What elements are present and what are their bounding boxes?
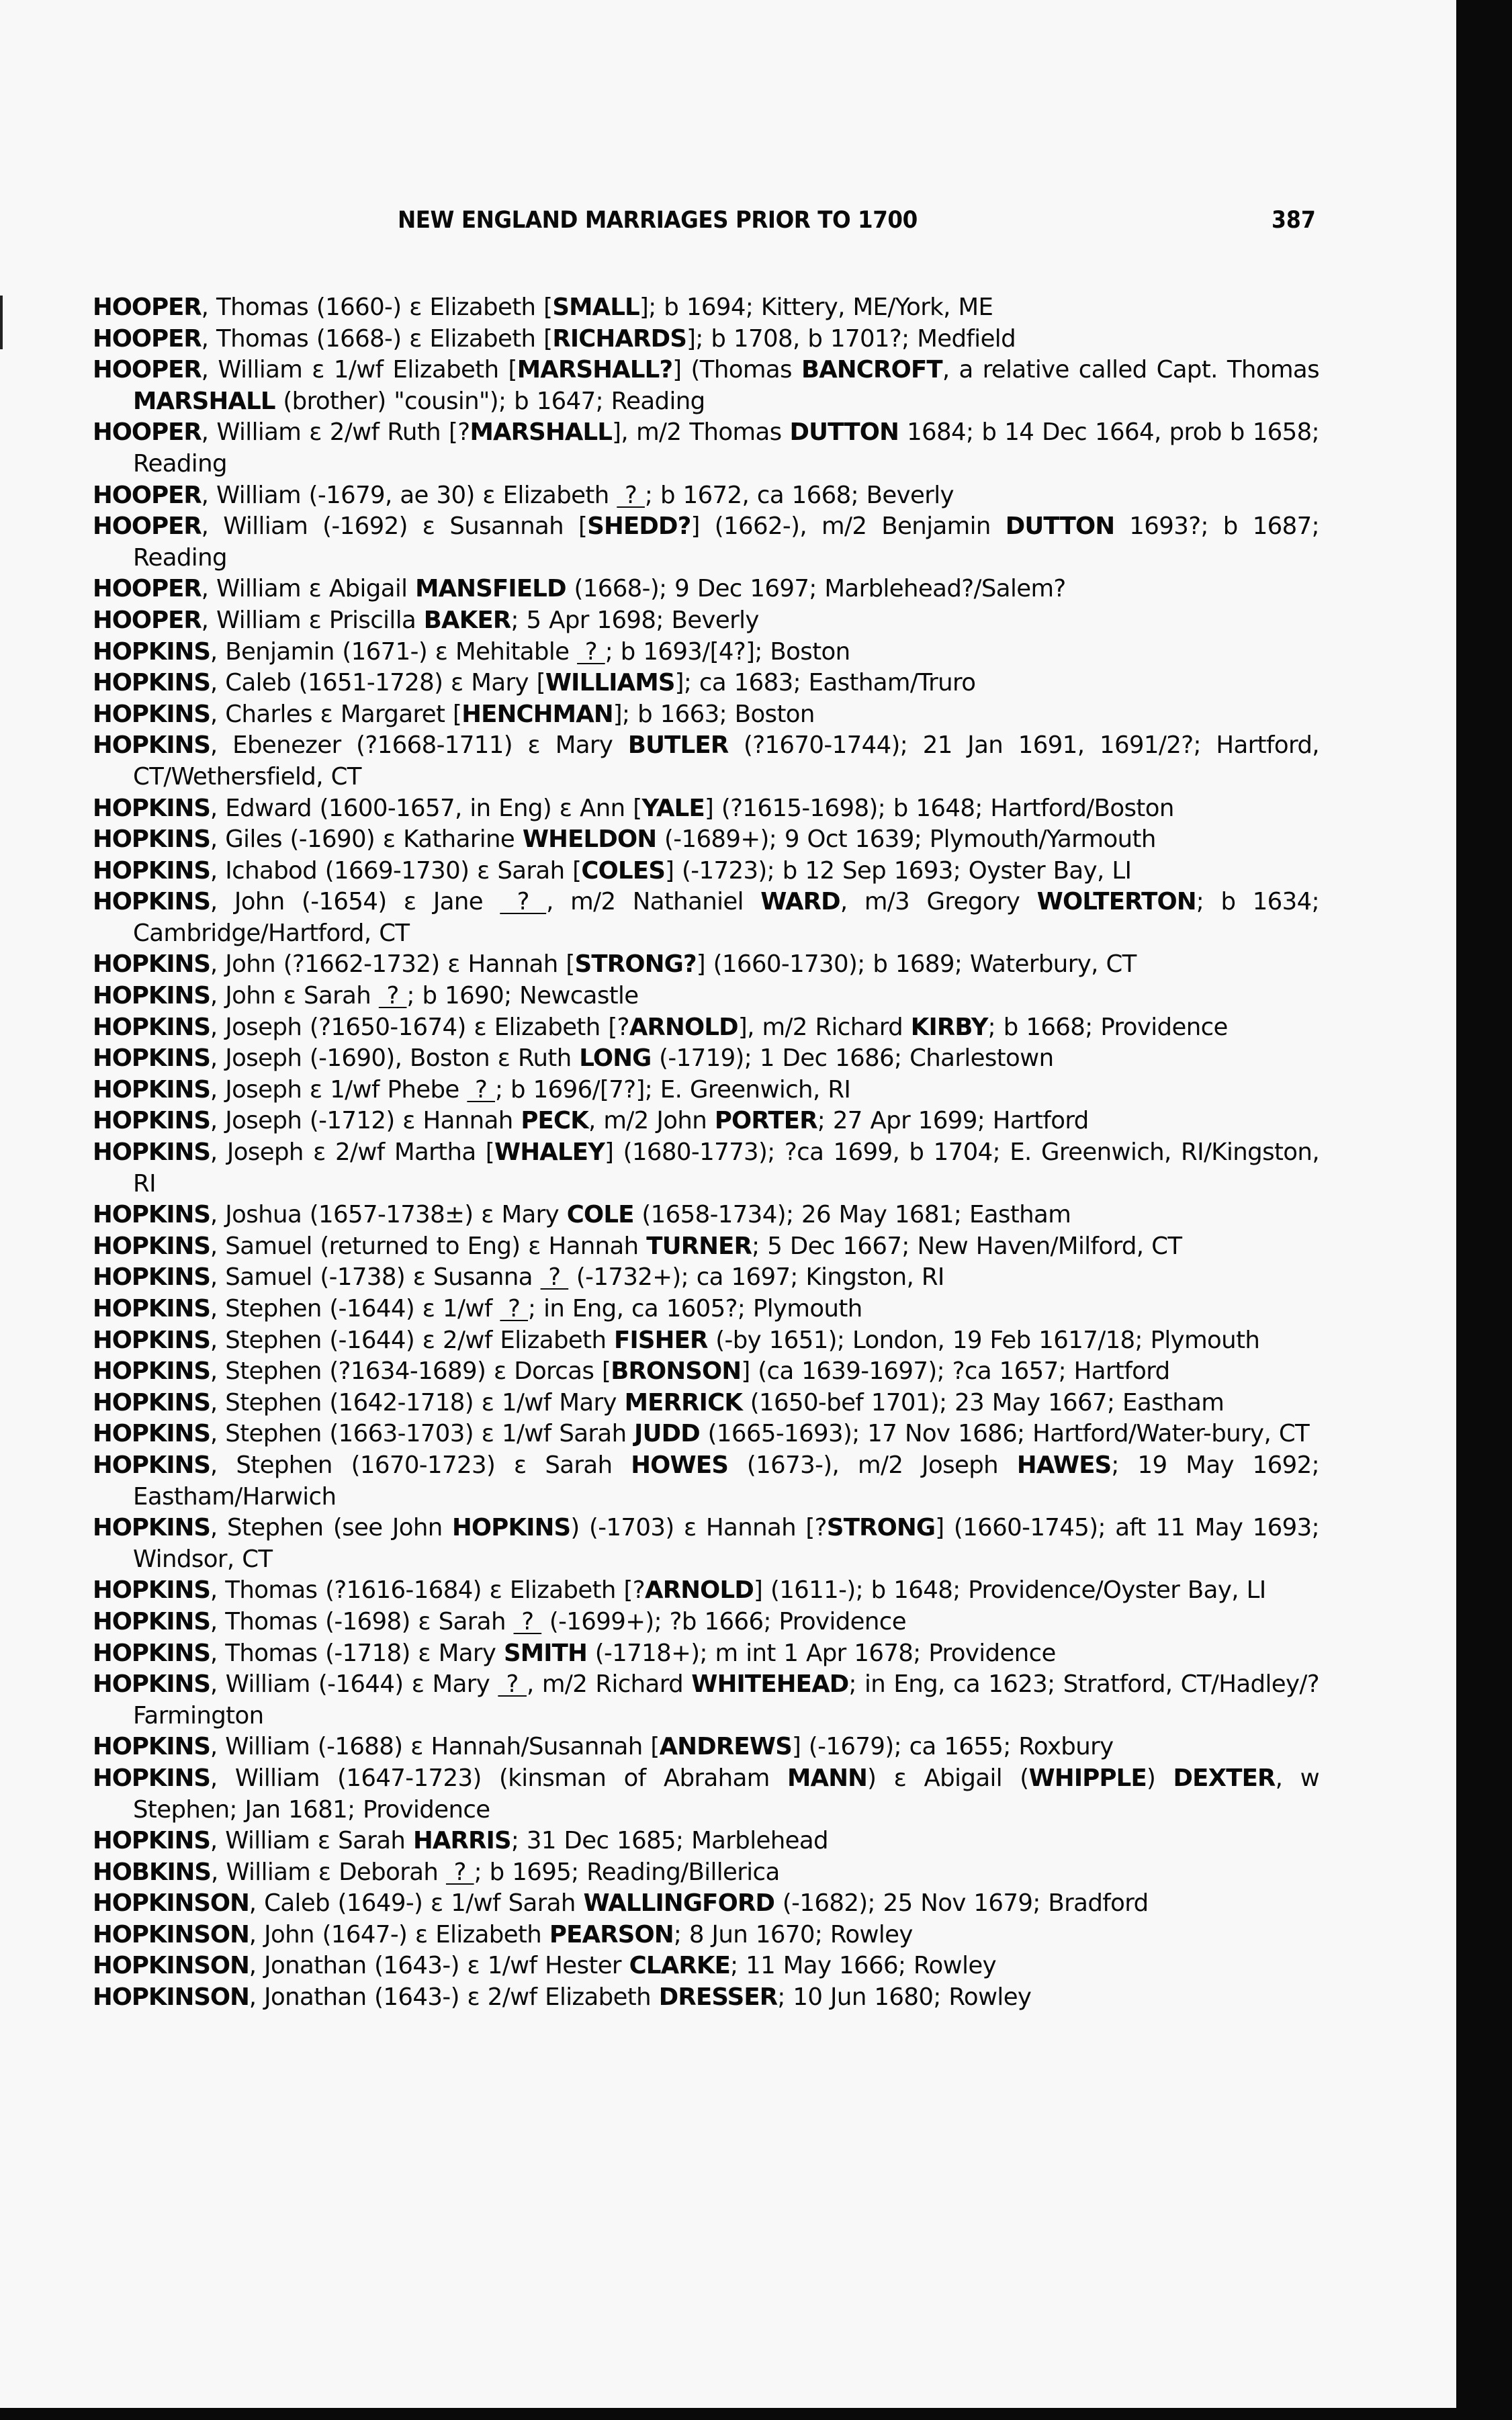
marriage-entry: [93, 1450, 1319, 1513]
entry-text: , Giles (-1690) ε Katharine: [210, 825, 523, 854]
entry-text: , Thomas (1668-) ε Elizabeth [: [201, 324, 553, 353]
entry-text: ] (-1679); ca 1655; Roxbury: [792, 1733, 1114, 1761]
entry-text: ] (1680-1773); ?ca 1699, b 1704; E. Greenwich, RI/Kingston, RI: [133, 1138, 1320, 1198]
marriage-entry: [93, 637, 1319, 668]
unknown-name-placeholder: ?: [540, 1263, 569, 1292]
entry-text: ; b 1696/[7?]; E. Greenwich, RI: [495, 1075, 851, 1104]
bold-name: PECK: [521, 1107, 588, 1135]
page-number: 387: [1272, 207, 1316, 234]
entry-text: , Ichabod (1669-1730) ε Sarah [: [210, 856, 582, 885]
entry-surname: HOPKINS: [93, 1201, 210, 1229]
entry-text: 1684; b 14 Dec 1664, prob b 1658; Reading: [133, 418, 1319, 478]
entry-text: ]; ca 1683; Eastham/Truro: [674, 669, 976, 697]
scan-edge-mark: [0, 296, 3, 349]
marriage-entry: [93, 1388, 1319, 1419]
entry-text: (1658-1734); 26 May 1681; Eastham: [633, 1201, 1071, 1229]
entry-text: , John ε Sarah: [210, 982, 379, 1010]
bold-name: LONG: [579, 1044, 652, 1073]
marriage-entry: [93, 1857, 1319, 1889]
entry-text: , w Stephen; Jan 1681; Providence: [133, 1764, 1320, 1824]
bold-name: MARSHALL: [133, 387, 275, 415]
entry-text: ; b 1672, ca 1668; Beverly: [644, 481, 954, 509]
marriage-entry: [93, 1012, 1319, 1044]
bold-name: JUDD: [634, 1420, 700, 1448]
bold-name: MERRICK: [624, 1388, 743, 1417]
entry-text: ; b 1634; Cambridge/Hartford, CT: [133, 888, 1319, 947]
entry-text: ; 8 Jun 1670; Rowley: [673, 1920, 913, 1948]
bold-name: WILLIAMS: [545, 669, 675, 697]
unknown-name-placeholder: ?: [498, 1670, 527, 1699]
marriage-entry: [93, 1137, 1319, 1200]
bold-name: FISHER: [614, 1326, 708, 1354]
entry-text: ], m/2 Richard: [738, 1013, 911, 1041]
entry-surname: HOOPER: [93, 481, 202, 509]
bold-name: WHIPPLE: [1028, 1764, 1147, 1792]
entry-text: , William (1647-1723) (kinsman of Abraham: [210, 1764, 788, 1792]
bold-name: BUTLER: [627, 731, 729, 760]
entry-surname: HOPKINS: [93, 1138, 210, 1167]
marriage-entry: [93, 417, 1319, 480]
bold-name: WOLTERTON: [1036, 888, 1196, 916]
entry-text: (-1732+); ca 1697; Kingston, RI: [568, 1263, 944, 1292]
entry-text: (-1699+); ?b 1666; Providence: [541, 1607, 906, 1635]
entry-surname: HOPKINS: [93, 1326, 210, 1354]
entry-text: , Charles ε Margaret [: [210, 700, 462, 728]
bold-name: COLE: [566, 1201, 634, 1229]
marriage-entry: [93, 1638, 1319, 1670]
entry-text: , Jonathan (1643-) ε 1/wf Hester: [249, 1952, 629, 1980]
bold-name: BAKER: [423, 606, 511, 634]
entry-text: ]; b 1708, b 1701?; Medfield: [686, 324, 1016, 353]
entry-text: , Stephen (see John: [210, 1514, 452, 1542]
entry-text: (1650-bef 1701); 23 May 1667; Eastham: [742, 1388, 1225, 1417]
entry-text: , Thomas (-1698) ε Sarah: [210, 1607, 514, 1635]
entry-surname: HOPKINSON: [93, 1889, 249, 1918]
marriage-entry: [93, 856, 1319, 887]
entry-text: , Joseph ε 1/wf Phebe: [210, 1075, 468, 1104]
entry-text: (?1670-1744); 21 Jan 1691, 1691/2?; Hartford, CT/Wethersfield, CT: [133, 731, 1319, 791]
marriage-entry: [93, 1951, 1319, 1982]
bold-name: DUTTON: [789, 418, 899, 447]
marriage-entry: [93, 793, 1319, 825]
entry-text: , Stephen (1642-1718) ε 1/wf Mary: [210, 1388, 625, 1417]
entry-text: (-by 1651); London, 19 Feb 1617/18; Plymouth: [707, 1326, 1260, 1354]
entry-surname: HOPKINS: [93, 1670, 210, 1699]
marriage-entry: [93, 1763, 1319, 1826]
entry-surname: HOOPER: [93, 356, 202, 384]
entry-text: ], m/2 Thomas: [612, 418, 790, 447]
bold-name: WHALEY: [494, 1138, 605, 1167]
entry-surname: HOPKINS: [93, 637, 210, 666]
entry-text: , William ε Sarah: [210, 1827, 413, 1855]
marriage-entry: [93, 1575, 1319, 1607]
entry-text: (-1682); 25 Nov 1679; Bradford: [774, 1889, 1149, 1918]
bold-name: WHELDON: [522, 825, 657, 854]
bold-name: SMITH: [503, 1639, 588, 1667]
entry-surname: HOPKINSON: [93, 1920, 249, 1948]
bold-name: WALLINGFORD: [583, 1889, 775, 1918]
marriage-entry: [93, 668, 1319, 699]
entry-text: ) ε Abigail (: [867, 1764, 1029, 1792]
entry-text: , Stephen (-1644) ε 2/wf Elizabeth: [210, 1326, 615, 1354]
entry-text: , John (?1662-1732) ε Hannah [: [210, 950, 575, 979]
entry-surname: HOBKINS: [93, 1858, 211, 1886]
entry-surname: HOPKINS: [93, 950, 210, 979]
marriage-entry: [93, 699, 1319, 731]
unknown-name-placeholder: ?: [513, 1607, 542, 1635]
bold-name: CLARKE: [629, 1952, 731, 1980]
entry-text: , Joseph (-1690), Boston ε Ruth: [210, 1044, 580, 1073]
entry-text: , Samuel (returned to Eng) ε Hannah: [210, 1232, 647, 1260]
entry-text: ; 5 Apr 1698; Beverly: [510, 606, 759, 634]
marriage-entry: [93, 1262, 1319, 1294]
entry-surname: HOPKINS: [93, 1263, 210, 1292]
entry-surname: HOPKINS: [93, 1576, 210, 1605]
entry-text: , Stephen (1670-1723) ε Sarah: [210, 1451, 631, 1479]
entry-text: , Thomas (-1718) ε Mary: [210, 1639, 504, 1667]
entry-surname: HOPKINS: [93, 825, 210, 854]
unknown-name-placeholder: ?: [617, 481, 645, 509]
bold-name: COLES: [581, 856, 666, 885]
marriage-entry: [93, 1294, 1319, 1325]
entry-text: ; 19 May 1692; Eastham/Harwich: [133, 1451, 1319, 1511]
entry-surname: HOPKINS: [93, 1357, 210, 1386]
marriage-entry: [93, 1982, 1319, 2014]
entry-text: 1693?; b 1687; Reading: [133, 512, 1320, 572]
marriage-entry: [93, 1920, 1319, 1951]
entry-text: , William (-1688) ε Hannah/Susannah [: [210, 1733, 660, 1761]
bold-name: HAWES: [1016, 1451, 1112, 1479]
entry-surname: HOPKINS: [93, 1607, 210, 1635]
entry-surname: HOPKINS: [93, 1764, 210, 1792]
marriage-entries-list: [93, 292, 1319, 2014]
bold-name: HARRIS: [412, 1827, 511, 1855]
entry-text: ; 10 Jun 1680; Rowley: [777, 1983, 1032, 2012]
marriage-entry: [93, 324, 1319, 355]
entry-text: , William (-1644) ε Mary: [210, 1670, 498, 1699]
bold-name: DEXTER: [1173, 1764, 1276, 1792]
entry-text: ]; b 1663; Boston: [613, 700, 815, 728]
bold-name: SMALL: [552, 294, 639, 321]
bold-name: STRONG?: [574, 950, 697, 979]
marriage-entry: [93, 1356, 1319, 1388]
entry-text: ; b 1695; Reading/Billerica: [474, 1858, 780, 1886]
entry-text: , John (1647-) ε Elizabeth: [249, 1920, 549, 1948]
entry-text: , m/2 Nathaniel: [546, 888, 761, 916]
marriage-entry: [93, 981, 1319, 1012]
marriage-entry: [93, 1826, 1319, 1857]
entry-text: ) (-1703) ε Hannah [?: [570, 1514, 827, 1542]
entry-text: , Joseph ε 2/wf Martha [: [210, 1138, 495, 1167]
bold-name: ANDREWS: [659, 1733, 792, 1761]
entry-text: (brother) "cousin"); b 1647; Reading: [275, 387, 705, 415]
entry-text: , m/2 John: [588, 1107, 715, 1135]
unknown-name-placeholder: ?: [467, 1075, 495, 1104]
entry-text: ] (ca 1639-1697); ?ca 1657; Hartford: [741, 1357, 1170, 1386]
entry-text: ; in Eng, ca 1605?; Plymouth: [528, 1295, 862, 1323]
bold-name: SHEDD?: [587, 512, 691, 541]
unknown-name-placeholder: ?: [577, 637, 605, 666]
bold-name: DUTTON: [1005, 512, 1115, 541]
entry-surname: HOPKINS: [93, 669, 210, 697]
bold-name: PEARSON: [549, 1920, 674, 1948]
entry-surname: HOPKINS: [93, 794, 210, 822]
page-header: [0, 207, 1456, 240]
marriage-entry: [93, 1231, 1319, 1263]
entry-text: ]; b 1694; Kittery, ME/York, ME: [639, 294, 993, 321]
marriage-entry: [93, 292, 1319, 324]
entry-surname: HOPKINSON: [93, 1952, 249, 1980]
entry-text: , Stephen (1663-1703) ε 1/wf Sarah: [210, 1420, 635, 1448]
bold-name: PORTER: [714, 1107, 817, 1135]
marriage-entry: [93, 730, 1319, 793]
entry-surname: HOOPER: [93, 512, 202, 541]
marriage-entry: [93, 1419, 1319, 1450]
bold-name: MARSHALL: [470, 418, 613, 447]
entry-text: ] (1611-); b 1648; Providence/Oyster Bay, LI: [754, 1576, 1266, 1605]
bold-name: MANSFIELD: [415, 575, 566, 603]
entry-text: , John (-1654) ε Jane: [210, 888, 500, 916]
marriage-entry: [93, 1106, 1319, 1137]
entry-text: ] (1662-), m/2 Benjamin: [691, 512, 1006, 541]
entry-text: , Edward (1600-1657, in Eng) ε Ann [: [210, 794, 642, 822]
entry-text: , Thomas (1660-) ε Elizabeth [: [201, 294, 553, 321]
bold-name: STRONG: [826, 1514, 936, 1542]
entry-text: , William ε Abigail: [201, 575, 416, 603]
bold-name: ARNOLD: [645, 1576, 754, 1605]
marriage-entry: [93, 605, 1319, 637]
entry-text: , Ebenezer (?1668-1711) ε Mary: [210, 731, 628, 760]
entry-text: , William ε 2/wf Ruth [?: [201, 418, 470, 447]
entry-text: (-1689+); 9 Oct 1639; Plymouth/Yarmouth: [656, 825, 1156, 854]
bold-name: HOWES: [631, 1451, 729, 1479]
entry-text: , Thomas (?1616-1684) ε Elizabeth [?: [210, 1576, 646, 1605]
entry-text: , Benjamin (1671-) ε Mehitable: [210, 637, 578, 666]
entry-surname: HOPKINS: [93, 1420, 210, 1448]
marriage-entry: [93, 480, 1319, 512]
entry-surname: HOPKINS: [93, 1639, 210, 1667]
entry-text: , William ε 1/wf Elizabeth [: [201, 356, 517, 384]
entry-text: , Stephen (?1634-1689) ε Dorcas [: [210, 1357, 611, 1386]
bold-name: TURNER: [646, 1232, 752, 1260]
entry-surname: HOPKINS: [93, 1075, 210, 1104]
unknown-name-placeholder: ?: [500, 888, 547, 916]
entry-surname: HOOPER: [93, 575, 202, 603]
entry-text: ; in Eng, ca 1623; Stratford, CT/Hadley/?Farmington: [133, 1670, 1319, 1730]
bold-name: WHITEHEAD: [691, 1670, 849, 1699]
entry-text: , Jonathan (1643-) ε 2/wf Elizabeth: [249, 1983, 659, 2012]
entry-surname: HOOPER: [93, 606, 202, 634]
entry-surname: HOOPER: [93, 294, 202, 321]
marriage-entry: [93, 824, 1319, 856]
entry-text: ] (?1615-1698); b 1648; Hartford/Boston: [704, 794, 1174, 822]
entry-surname: HOPKINS: [93, 1388, 210, 1417]
entry-text: ; 5 Dec 1667; New Haven/Milford, CT: [752, 1232, 1182, 1260]
entry-text: , m/3 Gregory: [840, 888, 1037, 916]
entry-text: , Joseph (?1650-1674) ε Elizabeth [?: [210, 1013, 629, 1041]
entry-surname: HOOPER: [93, 418, 202, 447]
entry-text: ): [1146, 1764, 1173, 1792]
bold-name: BRONSON: [611, 1357, 742, 1386]
entry-surname: HOPKINS: [93, 1827, 210, 1855]
entry-surname: HOPKINS: [93, 888, 210, 916]
entry-text: ; 27 Apr 1699; Hartford: [817, 1107, 1089, 1135]
marriage-entry: [93, 949, 1319, 981]
bold-name: KIRBY: [910, 1013, 988, 1041]
marriage-entry: [93, 1607, 1319, 1638]
entry-text: , Caleb (1649-) ε 1/wf Sarah: [249, 1889, 584, 1918]
entry-surname: HOPKINS: [93, 982, 210, 1010]
bold-name: MARSHALL?: [517, 356, 673, 384]
bold-name: HOPKINS: [452, 1514, 571, 1542]
marriage-entry: [93, 511, 1319, 574]
unknown-name-placeholder: ?: [445, 1858, 474, 1886]
entry-text: , Joseph (-1712) ε Hannah: [210, 1107, 521, 1135]
entry-surname: HOPKINS: [93, 731, 210, 760]
bold-name: YALE: [641, 794, 705, 822]
bold-name: ARNOLD: [629, 1013, 738, 1041]
entry-text: (1668-); 9 Dec 1697; Marblehead?/Salem?: [566, 575, 1066, 603]
bold-name: HENCHMAN: [461, 700, 613, 728]
bold-name: DRESSER: [658, 1983, 778, 2012]
bold-name: WARD: [760, 888, 840, 916]
entry-text: , Caleb (1651-1728) ε Mary [: [210, 669, 545, 697]
entry-text: ; 31 Dec 1685; Marblehead: [510, 1827, 828, 1855]
entry-text: ; b 1690; Newcastle: [406, 982, 639, 1010]
entry-text: (1665-1693); 17 Nov 1686; Hartford/Water-bury, CT: [699, 1420, 1310, 1448]
entry-text: , Joshua (1657-1738±) ε Mary: [210, 1201, 567, 1229]
entry-surname: HOPKINS: [93, 1733, 210, 1761]
marriage-entry: [93, 1325, 1319, 1357]
entry-text: , a relative called Capt. Thomas: [942, 356, 1319, 384]
entry-surname: HOPKINS: [93, 1044, 210, 1073]
marriage-entry: [93, 1732, 1319, 1763]
entry-text: ] (Thomas: [672, 356, 801, 384]
entry-surname: HOPKINS: [93, 1013, 210, 1041]
entry-text: (-1719); 1 Dec 1686; Charlestown: [651, 1044, 1054, 1073]
entry-text: ] (1660-1730); b 1689; Waterbury, CT: [696, 950, 1137, 979]
entry-text: , William (-1679, ae 30) ε Elizabeth: [201, 481, 617, 509]
marriage-entry: [93, 1513, 1319, 1575]
marriage-entry: [93, 1888, 1319, 1920]
entry-text: , William ε Deborah: [210, 1858, 446, 1886]
marriage-entry: [93, 1043, 1319, 1075]
unknown-name-placeholder: ?: [378, 982, 407, 1010]
entry-surname: HOPKINS: [93, 856, 210, 885]
running-title: NEW ENGLAND MARRIAGES PRIOR TO 1700: [398, 207, 918, 234]
bold-name: MANN: [787, 1764, 868, 1792]
unknown-name-placeholder: ?: [500, 1295, 529, 1323]
entry-text: , m/2 Richard: [527, 1670, 692, 1699]
entry-text: ] (1660-1745); aft 11 May 1693; Windsor, CT: [133, 1514, 1320, 1573]
bold-name: RICHARDS: [552, 324, 687, 353]
entry-text: (1673-), m/2 Joseph: [728, 1451, 1017, 1479]
entry-text: (-1718+); m int 1 Apr 1678; Providence: [587, 1639, 1056, 1667]
entry-surname: HOPKINS: [93, 1295, 210, 1323]
marriage-entry: [93, 1669, 1319, 1732]
marriage-entry: [93, 1200, 1319, 1231]
entry-surname: HOPKINS: [93, 1232, 210, 1260]
marriage-entry: [93, 887, 1319, 949]
entry-text: , William (-1692) ε Susannah [: [201, 512, 588, 541]
entry-text: , Samuel (-1738) ε Susanna: [210, 1263, 541, 1292]
entry-text: ; 11 May 1666; Rowley: [730, 1952, 996, 1980]
entry-text: ] (-1723); b 12 Sep 1693; Oyster Bay, LI: [665, 856, 1132, 885]
entry-surname: HOPKINS: [93, 1451, 210, 1479]
entry-text: , Stephen (-1644) ε 1/wf: [210, 1295, 500, 1323]
marriage-entry: [93, 355, 1319, 417]
entry-text: , William ε Priscilla: [201, 606, 424, 634]
entry-text: ; b 1668; Providence: [987, 1013, 1228, 1041]
marriage-entry: [93, 574, 1319, 605]
entry-surname: HOPKINS: [93, 1514, 210, 1542]
entry-surname: HOPKINS: [93, 1107, 210, 1135]
entry-surname: HOOPER: [93, 324, 202, 353]
entry-surname: HOPKINSON: [93, 1983, 249, 2012]
marriage-entry: [93, 1075, 1319, 1106]
bold-name: BANCROFT: [801, 356, 942, 384]
entry-text: ; b 1693/[4?]; Boston: [605, 637, 850, 666]
entry-surname: HOPKINS: [93, 700, 210, 728]
